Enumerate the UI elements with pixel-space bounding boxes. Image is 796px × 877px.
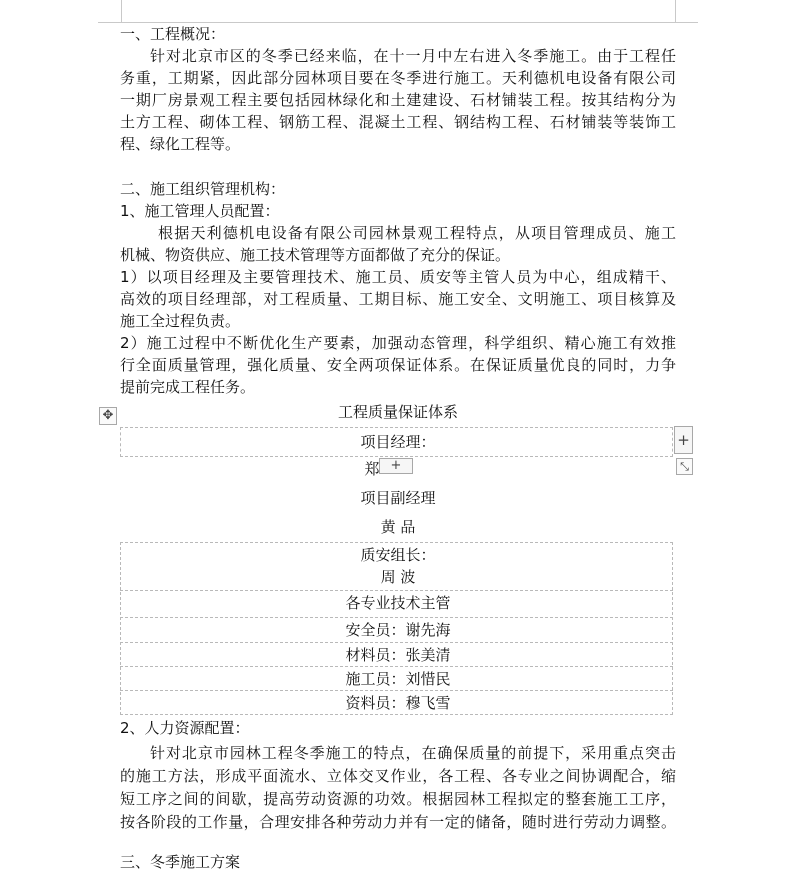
qa-label: 质安组长： bbox=[360, 546, 436, 564]
subsection-heading: 1、施工管理人员配置： bbox=[120, 202, 280, 220]
pm-name: 郑 bbox=[364, 460, 380, 478]
paragraph-line: 针对北京市区的冬季已经来临，在十一月中左右进入冬季施工。由于工程任 bbox=[150, 47, 676, 65]
table-row-divider bbox=[120, 666, 673, 667]
table-row-divider bbox=[120, 690, 673, 691]
paragraph-line: 一期厂房景观工程主要包括园林绿化和土建建设、石材铺装工程。按其结构分为 bbox=[120, 91, 676, 109]
paragraph-line: 程、绿化工程等。 bbox=[120, 135, 241, 153]
add-row-button[interactable]: + bbox=[379, 458, 413, 474]
paragraph-line: 的施工方法，形成平面流水、立体交叉作业，各工程、各专业之间协调配合，缩 bbox=[120, 767, 676, 785]
table-row-divider bbox=[120, 642, 673, 643]
table-row-divider bbox=[120, 617, 673, 618]
table-resize-handle-icon[interactable]: ⤡ bbox=[676, 458, 693, 475]
paragraph-line: 针对北京市园林工程冬季施工的特点，在确保质量的前提下，采用重点突击 bbox=[150, 744, 676, 762]
paragraph-line: 土方工程、砌体工程、钢筋工程、混凝土工程、钢结构工程、石材铺装等装饰工 bbox=[120, 113, 676, 131]
table-row-divider bbox=[120, 590, 673, 591]
paragraph-line: 短工序之间的间歇，提高劳动资源的功效。根据园林工程拟定的整套施工工序， bbox=[120, 790, 676, 808]
table-row: 各专业技术主管 bbox=[345, 594, 451, 612]
qa-name: 周 波 bbox=[380, 568, 416, 586]
list-item-line: 施工全过程负责。 bbox=[120, 312, 241, 330]
list-item-line: 1）以项目经理及主要管理技术、施工员、质安等主管人员为中心，组成精干、 bbox=[120, 268, 676, 286]
quality-system-title: 工程质量保证体系 bbox=[337, 403, 458, 421]
paragraph-line: 按各阶段的工作量，合理安排各种劳动力并有一定的储备，随时进行劳动力调整。 bbox=[120, 813, 676, 831]
section-1-heading: 一、工程概况： bbox=[120, 25, 226, 43]
list-item-line: 行全面质量管理，强化质量、安全两项保证体系。在保证质量优良的同时，力争 bbox=[120, 356, 676, 374]
table-row: 施工员：刘惜民 bbox=[345, 670, 451, 688]
add-column-button[interactable]: + bbox=[674, 426, 693, 454]
margin-corner-right bbox=[674, 22, 698, 23]
list-item-line: 高效的项目经理部，对工程质量、工期目标、施工安全、文明施工、项目核算及 bbox=[120, 290, 676, 308]
margin-corner-left bbox=[98, 22, 121, 23]
table-row: 材料员：张美清 bbox=[345, 646, 451, 664]
section-2-heading: 二、施工组织管理机构： bbox=[120, 180, 286, 198]
paragraph-line: 务重，工期紧，因此部分园林项目要在冬季进行施工。天利德机电设备有限公司 bbox=[120, 69, 676, 87]
paragraph-line: 机械、物资供应、施工技术管理等方面都做了充分的保证。 bbox=[120, 246, 511, 264]
deputy-label: 项目副经理 bbox=[360, 489, 436, 507]
table-move-handle-icon[interactable]: ✥ bbox=[99, 407, 117, 425]
page-top-margin-guide bbox=[121, 0, 676, 23]
subsection-heading: 2、人力资源配置： bbox=[120, 719, 250, 737]
section-3-heading: 三、冬季施工方案 bbox=[120, 853, 241, 871]
list-item-line: 提前完成工程任务。 bbox=[120, 378, 256, 396]
pm-label: 项目经理： bbox=[360, 433, 436, 451]
table-row: 资料员：穆飞雪 bbox=[345, 694, 451, 712]
list-item-line: 2）施工过程中不断优化生产要素，加强动态管理，科学组织、精心施工有效推 bbox=[120, 334, 676, 352]
deputy-name: 黄 品 bbox=[380, 518, 416, 536]
paragraph-line: 根据天利德机电设备有限公司园林景观工程特点，从项目管理成员、施工 bbox=[158, 224, 676, 242]
table-row: 安全员：谢先海 bbox=[345, 621, 451, 639]
